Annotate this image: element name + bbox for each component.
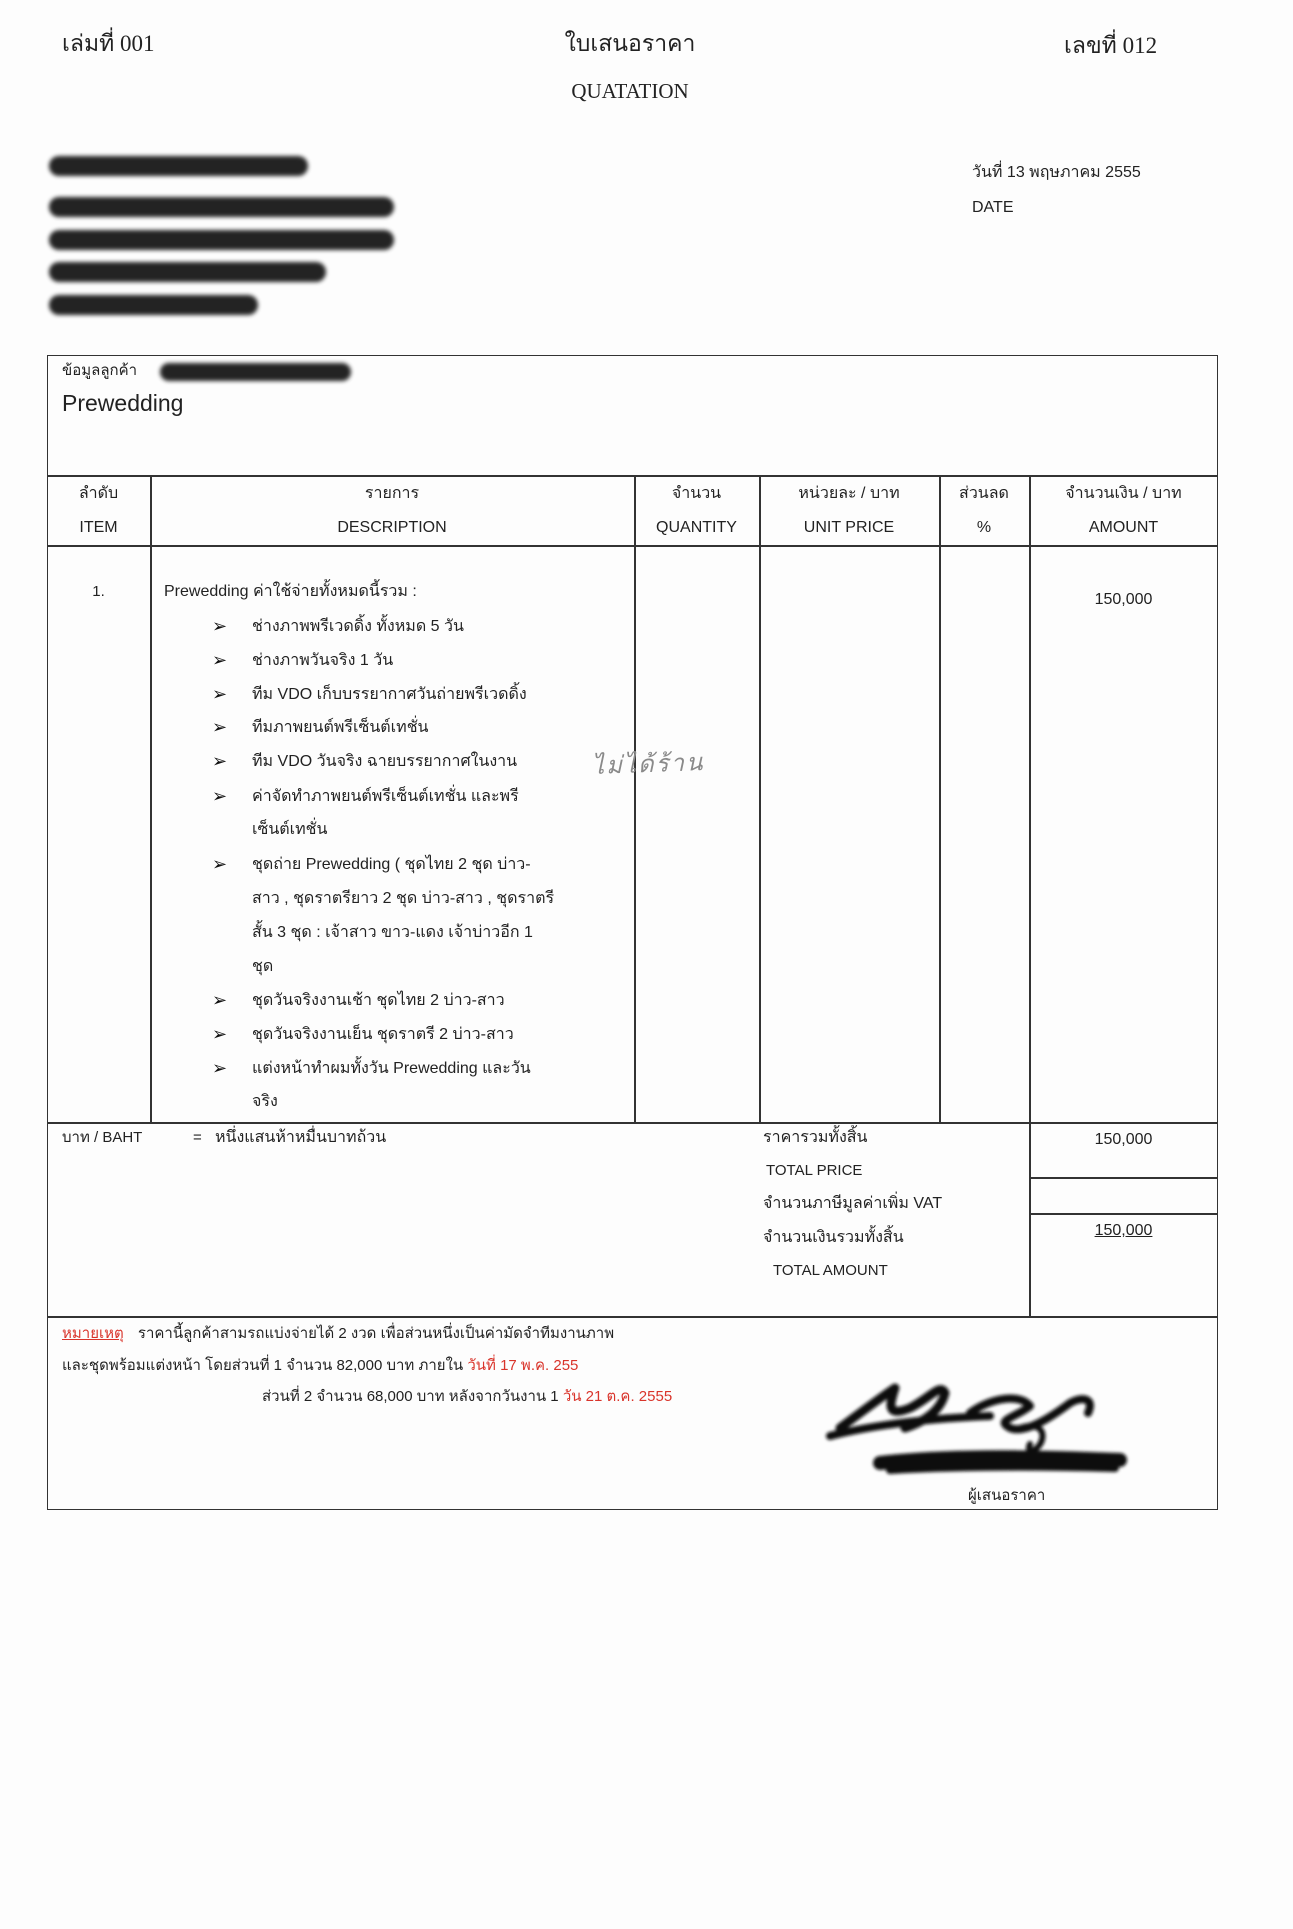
table-header-bottom-rule <box>47 545 1218 547</box>
bullet-line-continued: จริง <box>252 1093 278 1110</box>
signature <box>820 1368 1150 1483</box>
redacted-address-line <box>49 262 326 282</box>
document-number: เลขที่ 012 <box>1064 33 1158 58</box>
arrow-bullet-icon: ➢ <box>212 650 228 671</box>
document-date: วันที่ 13 พฤษภาคม 2555 <box>972 164 1141 181</box>
customer-info-label: ข้อมูลลูกค้า <box>62 362 138 379</box>
equals-sign: = <box>193 1129 202 1146</box>
column-header-description-en: DESCRIPTION <box>337 519 447 536</box>
note-label: หมายเหตุ <box>62 1325 124 1342</box>
column-header-discount-th: ส่วนลด <box>959 485 1009 502</box>
column-header-quantity-th: จำนวน <box>671 485 722 502</box>
date-label: DATE <box>972 199 1014 216</box>
vat-rule <box>1029 1213 1218 1215</box>
signature-label: ผู้เสนอราคา <box>968 1487 1046 1504</box>
redacted-customer-name <box>160 363 351 381</box>
total-price-label-en: TOTAL PRICE <box>766 1162 863 1179</box>
column-divider <box>634 475 636 1122</box>
redacted-address-line <box>49 197 394 217</box>
arrow-bullet-icon: ➢ <box>212 1058 228 1079</box>
note-text: และชุดพร้อมแต่งหน้า โดยส่วนที่ 1 จำนวน 82,000 บาท ภายใน <box>62 1357 464 1374</box>
arrow-bullet-icon: ➢ <box>212 786 228 807</box>
note-deadline-2: วัน 21 ต.ค. 2555 <box>562 1388 673 1405</box>
total-price-rule <box>1029 1177 1218 1179</box>
bullet-line: ชุดวันจริงงานเช้า ชุดไทย 2 บ่าว-สาว <box>252 992 505 1009</box>
row-item-number: 1. <box>92 583 105 600</box>
bullet-line: แต่งหน้าทำผมทั้งวัน Prewedding และวัน <box>252 1060 531 1077</box>
bullet-line: ค่าจัดทำภาพยนต์พรีเซ็นต์เทชั่น และพรี <box>252 788 519 805</box>
arrow-bullet-icon: ➢ <box>212 684 228 705</box>
column-divider <box>759 475 761 1122</box>
arrow-bullet-icon: ➢ <box>212 854 228 875</box>
total-price-label-th: ราคารวมทั้งสิ้น <box>763 1129 868 1146</box>
row-description-title: Prewedding ค่าใช้จ่ายทั้งหมดนี้รวม : <box>164 583 417 600</box>
arrow-bullet-icon: ➢ <box>212 990 228 1011</box>
bullet-line-continued: ชุด <box>252 958 274 975</box>
note-line-1 <box>62 1324 614 1344</box>
handwritten-note: ไม่ได้ร้าน <box>591 748 705 780</box>
total-amount-value: 150,000 <box>1094 1222 1153 1239</box>
bullet-line: ทีมภาพยนต์พรีเซ็นต์เทชั่น <box>252 719 429 736</box>
redacted-address-line <box>49 230 394 250</box>
bullet-line: ช่างภาพวันจริง 1 วัน <box>252 652 394 669</box>
baht-label: บาท / BAHT <box>62 1129 143 1146</box>
bullet-line: ทีม VDO วันจริง ฉายบรรยากาศในงาน <box>252 753 518 770</box>
table-header-top-rule <box>47 475 1218 477</box>
column-header-discount-en: % <box>976 519 992 536</box>
total-amount-label-th: จำนวนเงินรวมทั้งสิ้น <box>763 1229 904 1246</box>
total-amount-label-en: TOTAL AMOUNT <box>773 1262 888 1279</box>
summary-bottom-rule <box>47 1316 1218 1318</box>
bullet-line: ชุดถ่าย Prewedding ( ชุดไทย 2 ชุด บ่าว- <box>252 856 531 873</box>
column-header-unit-price-th: หน่วยละ / บาท <box>798 485 900 502</box>
customer-project: Prewedding <box>62 390 184 416</box>
bullet-line: ชุดวันจริงงานเย็น ชุดราตรี 2 บ่าว-สาว <box>252 1026 514 1043</box>
bullet-line-continued: สั้น 3 ชุด : เจ้าสาว ขาว-แดง เจ้าบ่าวอีก 1 <box>252 924 533 941</box>
note-deadline-1: วันที่ 17 พ.ค. 255 <box>467 1357 579 1374</box>
column-header-unit-price-en: UNIT PRICE <box>803 519 895 536</box>
note-text: ราคานี้ลูกค้าสามรถแบ่งจ่ายได้ 2 งวด เพื่อส่วนหนึ่งเป็นค่ามัดจำทีมงานภาพ <box>137 1325 615 1342</box>
arrow-bullet-icon: ➢ <box>212 717 228 738</box>
bullet-line: ทีม VDO เก็บบรรยากาศวันถ่ายพรีเวดดิ้ง <box>252 686 527 703</box>
bullet-line: ช่างภาพพรีเวดดิ้ง ทั้งหมด 5 วัน <box>252 618 464 635</box>
total-price-value: 150,000 <box>1094 1131 1153 1148</box>
arrow-bullet-icon: ➢ <box>212 751 228 772</box>
vat-label: จำนวนภาษีมูลค่าเพิ่ม VAT <box>763 1195 943 1212</box>
column-divider <box>939 475 941 1122</box>
note-line-2 <box>62 1356 578 1376</box>
arrow-bullet-icon: ➢ <box>212 616 228 637</box>
column-header-item-en: ITEM <box>79 519 118 536</box>
document-title-thai: ใบเสนอราคา <box>564 31 696 56</box>
column-header-item-th: ลำดับ <box>78 485 119 502</box>
row-amount: 150,000 <box>1094 591 1153 608</box>
column-header-amount-th: จำนวนเงิน / บาท <box>1065 485 1182 502</box>
column-header-quantity-en: QUANTITY <box>656 519 737 536</box>
amount-in-words: หนึ่งแสนห้าหมื่นบาทถ้วน <box>215 1129 387 1146</box>
table-body-bottom-rule <box>47 1122 1218 1124</box>
column-header-description-th: รายการ <box>364 485 420 502</box>
redacted-company-name <box>49 156 308 176</box>
bullet-line-continued: สาว , ชุดราตรียาว 2 ชุด บ่าว-สาว , ชุดราตรี <box>252 890 555 907</box>
column-header-amount-en: AMOUNT <box>1088 519 1159 536</box>
note-line-3 <box>262 1387 672 1407</box>
bullet-line-continued: เซ็นต์เทชั่น <box>252 821 328 838</box>
document-title-english: QUATATION <box>571 79 689 103</box>
book-number: เล่มที่ 001 <box>62 31 155 56</box>
arrow-bullet-icon: ➢ <box>212 1024 228 1045</box>
note-text: ส่วนที่ 2 จำนวน 68,000 บาท หลังจากวันงาน 1 <box>262 1388 563 1405</box>
column-divider <box>150 475 152 1122</box>
redacted-address-line <box>49 295 258 315</box>
